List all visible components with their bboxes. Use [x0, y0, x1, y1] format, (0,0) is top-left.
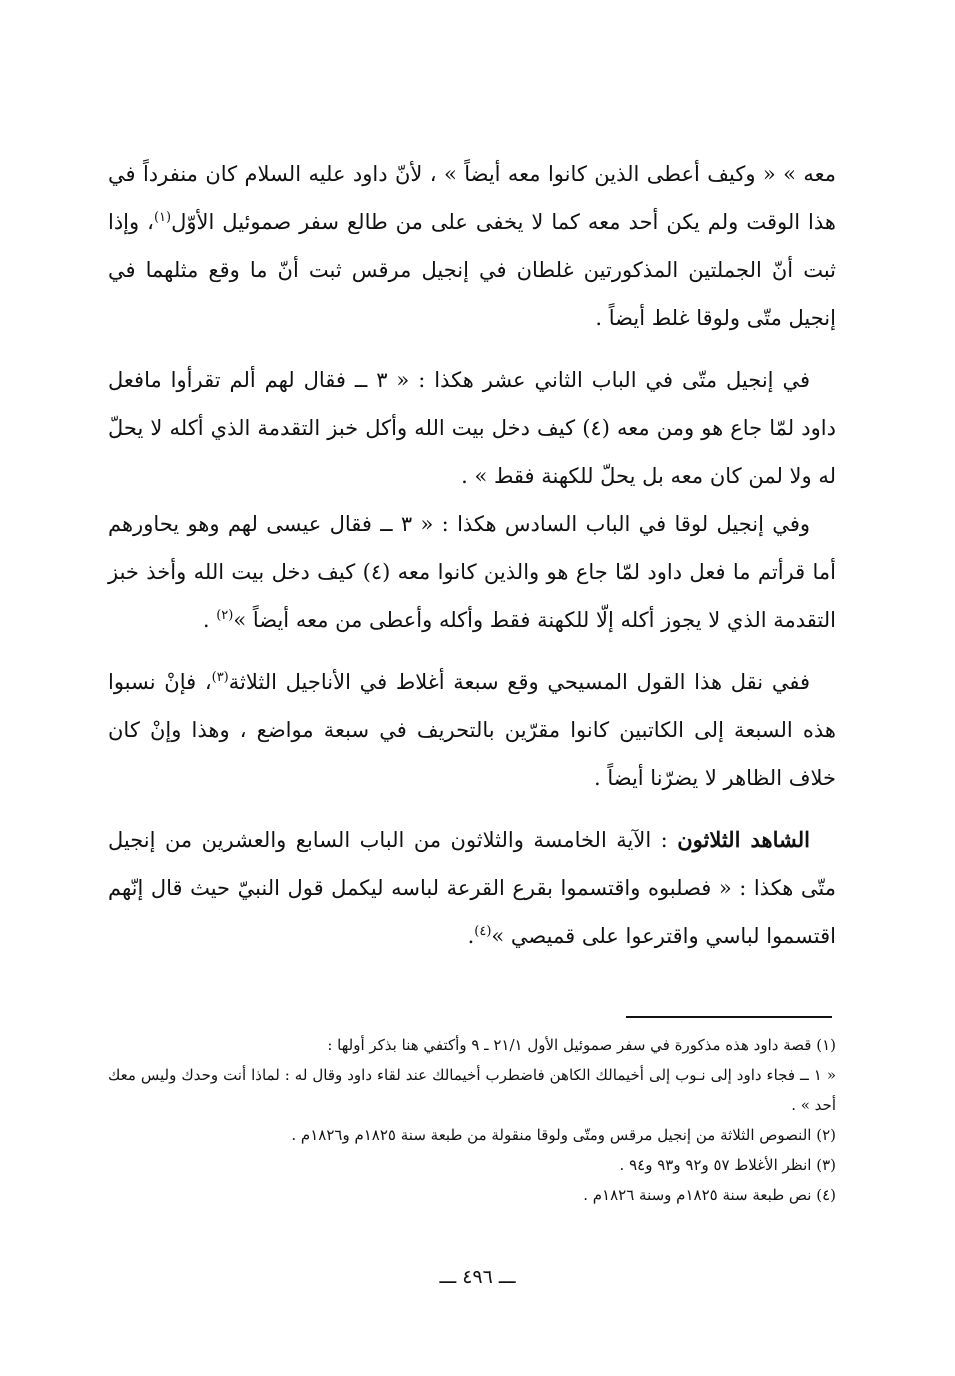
paragraph-thirtieth-witness	[108, 816, 836, 960]
paragraph-continuation	[108, 150, 836, 342]
paragraph-text: ، فإنْ نسبوا هذه السبعة إلى الكاتبين كانوا مقرّين بالتحريف في سبعة مواضع ، وهذا وإنْ كان خلاف الظاهر لا يضرّنا أيضاً .	[108, 670, 836, 790]
footnotes	[108, 1030, 836, 1210]
footnote-reference: (٤)	[474, 924, 492, 939]
paragraph-text: وفي إنجيل لوقا في الباب السادس هكذا : « ٣ ــ فقال عيسى لهم وهو يحاورهم أما قرأتم ما فعل داود لمّا جاع هو والذين كانوا معه (٤) كيف دخل بيت الله وأخذ خبز التقدمة الذي لا يجوز أكله إلّا للكهنة فقط وأكله وأعطى من معه أيضاً »	[108, 512, 836, 632]
paragraph-text: معه » « وكيف أعطى الذين كانوا معه أيضاً » ، لأنّ داود عليه السلام كان منفرداً في هذا الوقت ولم يكن أحد معه كما لا يخفى على من طالع سفر صموئيل الأوّل	[108, 162, 836, 234]
footnote-reference: (٣)	[211, 670, 229, 685]
paragraph-seven-errors	[108, 658, 836, 802]
main-text	[108, 150, 836, 960]
footnote-separator	[626, 1016, 832, 1018]
section-heading: الشاهد الثلاثون	[677, 827, 810, 852]
footnote-1-quote: « ١ ــ فجاء داود إلى نـوب إلى أخيمالك الكاهن فاضطرب أخيمالك عند لقاء داود وقال له : لماذا أنت وحدك وليس معك أحد » .	[108, 1066, 836, 1114]
footnote-3: (٣) انظر الأغلاط ٥٧ و٩٢ و٩٣ و٩٤ .	[619, 1156, 836, 1174]
paragraph-text: .	[202, 608, 217, 632]
footnote-2: (٢) النصوص الثلاثة من إنجيل مرقس ومتّى ولوقا منقولة من طبعة سنة ١٨٢٥م و١٨٢٦م .	[291, 1126, 836, 1144]
footnote-1: (١) قصة داود هذه مذكورة في سفر صموئيل الأول ٢١/١ ـ ٩ وأكتفي هنا بذكر أولها :	[327, 1036, 836, 1054]
paragraph-luke-quote	[108, 500, 836, 644]
paragraph-text: في إنجيل متّى في الباب الثاني عشر هكذا : « ٣ ــ فقال لهم ألم تقرأوا مافعل داود لمّا جاع هو ومن معه (٤) كيف دخل بيت الله وأكل خبز التقدمة الذي أكله لا يحلّ له ولا لمن كان معه بل يحلّ للكهنة فقط » .	[108, 368, 836, 488]
paragraph-text: : الآية الخامسة والثلاثون من الباب السابع والعشرين من إنجيل متّى هكذا : « فصلبوه واقتسموا بقرع القرعة لباسه ليكمل قول النبيّ حيث قال إنّهم اقتسموا لباسي واقترعوا على قميصي »	[108, 828, 836, 948]
paragraph-text: .	[467, 924, 475, 948]
paragraph-text: ، وإذا ثبت أنّ الجملتين المذكورتين غلطان في إنجيل مرقس ثبت أنّ ما وقع مثلهما في إنجيل متّى ولوقا غلط أيضاً .	[108, 210, 836, 330]
paragraph-matthew-quote	[108, 356, 836, 500]
footnote-reference: (١)	[153, 210, 172, 225]
paragraph-text: ففي نقل هذا القول المسيحي وقع سبعة أغلاط في الأناجيل الثلاثة	[228, 670, 810, 694]
footnote-4: (٤) نص طبعة سنة ١٨٢٥م وسنة ١٨٢٦م .	[583, 1186, 836, 1204]
footnote-reference: (٢)	[216, 608, 234, 623]
page-number: ـــ ٤٩٦ ـــ	[439, 1266, 516, 1288]
